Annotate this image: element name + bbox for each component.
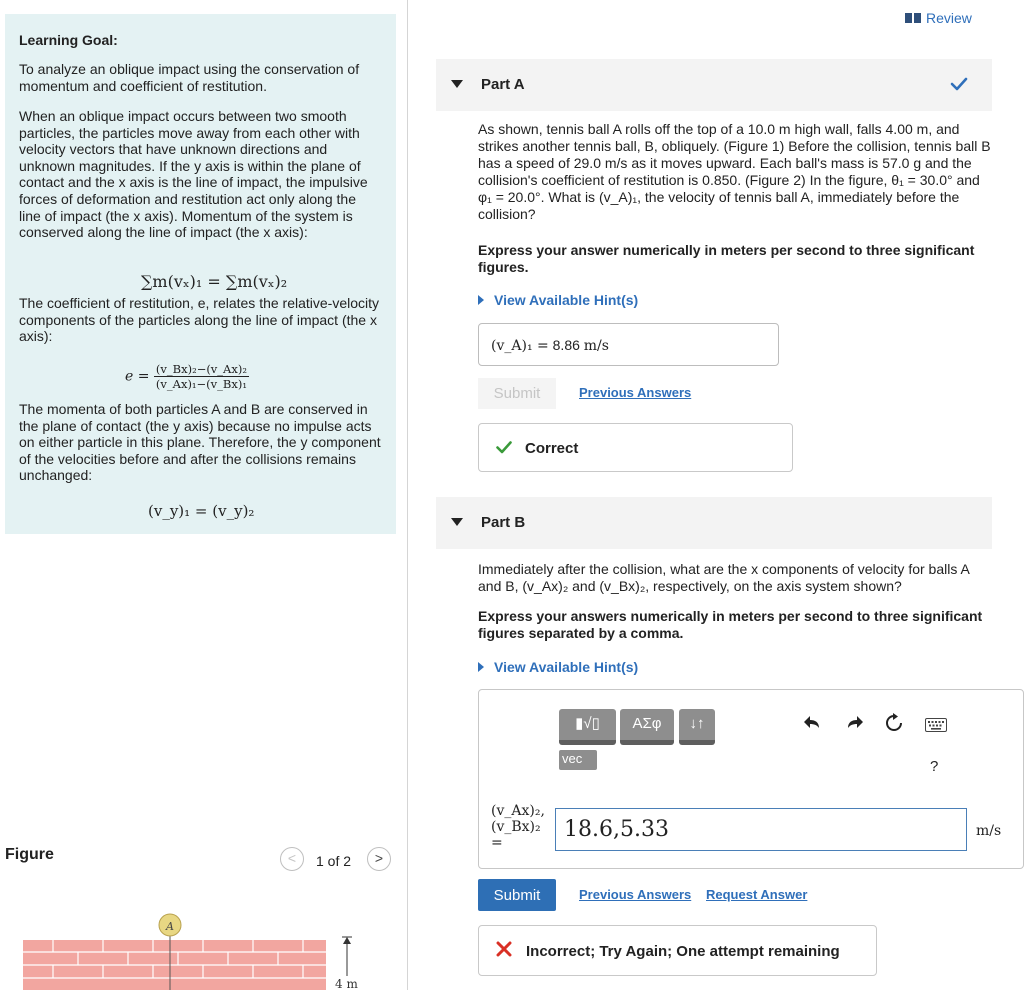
learning-goal-title: Learning Goal: bbox=[19, 32, 118, 48]
dimension-label: 4 m bbox=[335, 977, 358, 990]
part-b-header[interactable] bbox=[436, 497, 992, 549]
learning-goal-paragraph-4: The momenta of both particles A and B are conserved in the plane of contact (the y axis) because no impulse acts on either particle in this plane. Therefore, the y component of the velocities before and after the collisions remains unchanged: bbox=[19, 401, 381, 484]
part-b-answer-unit: m/s bbox=[976, 823, 1002, 839]
part-b-feedback-text: Incorrect; Try Again; One attempt remaining bbox=[526, 943, 840, 960]
incorrect-x-icon bbox=[496, 941, 512, 957]
redo-icon[interactable] bbox=[844, 713, 864, 733]
part-a-previous-answers-link[interactable]: Previous Answers bbox=[579, 385, 692, 400]
learning-goal-paragraph-2: When an oblique impact occurs between two smooth particles, the particles move away from each other with velocity vectors that have unknown directions and unknown magnitudes. If the y axis is within the plane of contact and the x axis is the line of impact, the impulsive forces of deformation and restitution act only along the line of impact (the x axis). Momentum of the system is conserved along the line of impact (the x axis): bbox=[19, 108, 368, 241]
part-b-previous-answers-link[interactable]: Previous Answers bbox=[579, 887, 692, 902]
part-b-answer-label-3: = bbox=[491, 835, 503, 851]
templates-button[interactable]: ▮√▯ bbox=[559, 709, 616, 745]
part-b-answer-label-2: (v_Bx)₂ bbox=[491, 819, 541, 835]
arrows-button[interactable]: ↓↑ bbox=[679, 709, 715, 745]
part-b-hint-label: View Available Hint(s) bbox=[494, 659, 639, 675]
ball-a-label: A bbox=[166, 920, 174, 933]
part-b-submit-button[interactable]: Submit bbox=[478, 879, 556, 911]
part-a-answer-box bbox=[478, 323, 779, 366]
review-book-icon bbox=[905, 13, 921, 23]
part-a-submit-button[interactable]: Submit bbox=[478, 378, 556, 409]
restitution-equation bbox=[125, 362, 249, 391]
collapse-triangle-icon bbox=[451, 80, 463, 88]
correct-check-icon bbox=[496, 441, 512, 454]
part-b-request-answer-link[interactable]: Request Answer bbox=[706, 887, 808, 902]
momentum-equation: ∑m(vₓ)₁ = ∑m(vₓ)₂ bbox=[141, 272, 288, 291]
figure-wall-diagram bbox=[23, 908, 373, 990]
restitution-lhs: e = bbox=[125, 368, 150, 385]
part-a-complete-check-icon bbox=[950, 77, 968, 91]
part-a-hint-label: View Available Hint(s) bbox=[494, 292, 639, 308]
review-label: Review bbox=[926, 10, 972, 26]
part-b-answer-input[interactable] bbox=[555, 808, 967, 851]
learning-goal-panel bbox=[5, 14, 396, 534]
part-a-instruction: Express your answer numerically in meters per second to three significant figures. bbox=[478, 242, 975, 275]
greek-symbols-button[interactable]: ΑΣφ bbox=[620, 709, 674, 745]
part-b-title: Part B bbox=[481, 514, 526, 531]
part-b-answer-editor bbox=[478, 689, 1024, 869]
part-a-feedback bbox=[478, 423, 793, 472]
collapse-triangle-icon bbox=[451, 518, 463, 526]
part-a-question: As shown, tennis ball A rolls off the top of a 10.0 m high wall, falls 4.00 m, and strikes another tennis ball, B, obliquely. (Figure 1) Before the collision, tennis ball B has a speed of 29.0 m/s as it moves upward. Each ball's mass is 57.0 g and the collision's coefficient of restitution is 0.850. (Figure 2) In the figure, θ₁ = 30.0° and φ₁ = 20.0°. What is (v_A)₁, the velocity of tennis ball A, immediately before the collision? bbox=[478, 121, 991, 222]
restitution-denominator: (v_Ax)₁−(v_Bx)₁ bbox=[155, 377, 247, 391]
vec-button[interactable]: vec bbox=[559, 750, 597, 770]
keyboard-icon[interactable] bbox=[925, 718, 947, 732]
part-a-answer-unit: m/s bbox=[583, 338, 609, 354]
learning-goal-paragraph-3: The coefficient of restitution, e, relates the relative-velocity components of the particles along the line of impact (the x axis): bbox=[19, 295, 380, 345]
panel-divider bbox=[407, 0, 408, 990]
restitution-fraction bbox=[154, 362, 249, 391]
part-a-hint-link[interactable] bbox=[478, 292, 638, 308]
part-a-answer bbox=[491, 337, 609, 354]
figure-label: Figure bbox=[5, 846, 54, 863]
restitution-numerator: (v_Bx)₂−(v_Ax)₂ bbox=[155, 362, 247, 376]
part-b-instruction: Express your answers numerically in meters per second to three significant figures separated by a comma. bbox=[478, 608, 983, 641]
y-velocity-equation: (v_y)₁ = (v_y)₂ bbox=[148, 502, 255, 520]
part-a-answer-label: (v_A)₁ = bbox=[491, 338, 549, 354]
figure-prev-button[interactable]: < bbox=[280, 847, 304, 871]
part-a-title: Part A bbox=[481, 76, 525, 93]
part-b-answer-label-1: (v_Ax)₂, bbox=[491, 803, 545, 819]
figure-page-count: 1 of 2 bbox=[316, 853, 352, 869]
part-a-header[interactable] bbox=[436, 59, 992, 111]
figure-next-button[interactable]: > bbox=[367, 847, 391, 871]
learning-goal-intro: To analyze an oblique impact using the conservation of momentum and coefficient of restitution. bbox=[19, 61, 360, 94]
reset-icon[interactable] bbox=[884, 713, 904, 733]
hint-triangle-icon bbox=[478, 662, 484, 672]
part-a-answer-value: 8.86 bbox=[552, 337, 580, 353]
help-button[interactable]: ? bbox=[930, 758, 939, 775]
part-b-answer-label bbox=[491, 803, 545, 851]
review-link[interactable] bbox=[905, 10, 972, 26]
part-b-feedback bbox=[478, 925, 877, 976]
dimension-arrowhead bbox=[343, 937, 351, 944]
undo-icon[interactable] bbox=[803, 713, 823, 733]
hint-triangle-icon bbox=[478, 295, 484, 305]
part-b-question: Immediately after the collision, what are the x components of velocity for balls A and B, (v_Ax)₂ and (v_Bx)₂, respectively, on the axis system shown? bbox=[478, 561, 970, 594]
part-b-hint-link[interactable] bbox=[478, 659, 638, 675]
part-a-feedback-text: Correct bbox=[525, 440, 579, 457]
